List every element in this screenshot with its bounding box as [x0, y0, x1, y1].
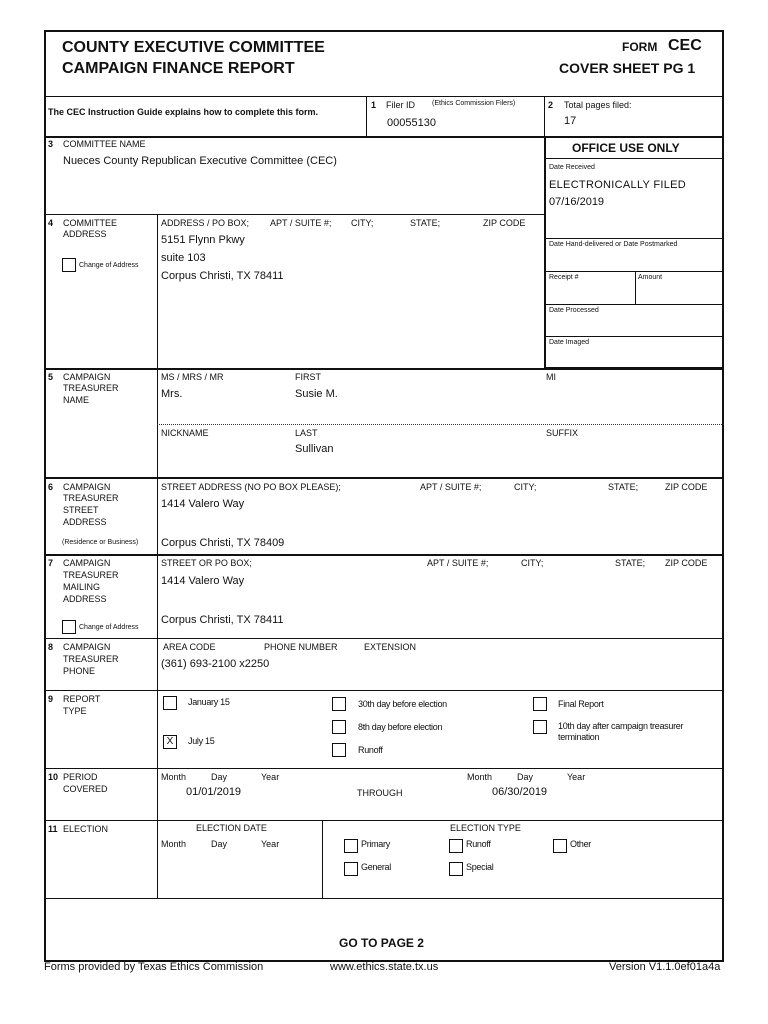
- form-title-line1: COUNTY EXECUTIVE COMMITTEE: [62, 39, 325, 56]
- through-label: THROUGH: [357, 788, 403, 798]
- street-col-apt: APT / SUITE #;: [420, 482, 482, 492]
- runoff-report-checkbox[interactable]: [332, 743, 346, 757]
- total-pages-value[interactable]: 17: [564, 115, 577, 127]
- period-from-day-label: Day: [211, 772, 228, 782]
- period-num: 10: [48, 772, 59, 782]
- mailing-col-city: CITY;: [521, 558, 544, 568]
- committee-address-num: 4: [48, 218, 54, 228]
- election-date-label: ELECTION DATE: [196, 823, 267, 833]
- col-state: STATE;: [410, 218, 441, 228]
- general-checkbox[interactable]: [344, 862, 358, 876]
- treasurer-street-line1[interactable]: 1414 Valero Way: [161, 498, 245, 510]
- treasurer-street-label4: ADDRESS: [63, 517, 107, 527]
- committee-address-label1: COMMITTEE: [63, 218, 117, 228]
- mailing-col-zip: ZIP CODE: [665, 558, 708, 568]
- col-city: CITY;: [351, 218, 374, 228]
- jul15-label: July 15: [188, 736, 215, 746]
- receipt-label: Receipt #: [549, 274, 579, 281]
- mi-label: MI: [546, 372, 556, 382]
- treasurer-street-num: 6: [48, 482, 54, 492]
- treasurer-mailing-label1: CAMPAIGN: [63, 558, 111, 568]
- treasurer-phone-label2: TREASURER: [63, 654, 119, 664]
- final-report-checkbox[interactable]: [533, 697, 547, 711]
- treasurer-phone-label3: PHONE: [63, 666, 96, 676]
- jul15-checkbox[interactable]: X: [163, 735, 177, 749]
- runoff-report-label: Runoff: [358, 745, 383, 755]
- runoff-election-checkbox[interactable]: [449, 839, 463, 853]
- period-from-date[interactable]: 01/01/2019: [186, 786, 242, 798]
- other-checkbox[interactable]: [553, 839, 567, 853]
- street-col-zip: ZIP CODE: [665, 482, 708, 492]
- office-use-title: OFFICE USE ONLY: [572, 141, 680, 155]
- jan15-label: January 15: [188, 697, 230, 707]
- phone-col-area: AREA CODE: [163, 642, 216, 652]
- jan15-checkbox[interactable]: [163, 696, 177, 710]
- total-pages-num: 2: [548, 100, 554, 110]
- filer-id-note: (Ethics Commission Filers): [432, 100, 516, 107]
- eighth-day-checkbox[interactable]: [332, 720, 346, 734]
- period-from-year-label: Year: [261, 772, 280, 782]
- filer-id-value[interactable]: 00055130: [387, 117, 436, 129]
- period-to-day-label: Day: [517, 772, 534, 782]
- form-label: FORM: [622, 40, 658, 54]
- treasurer-phone-value[interactable]: (361) 693-2100 x2250: [161, 658, 270, 670]
- committee-name-value[interactable]: Nueces County Republican Executive Committee (CEC): [63, 155, 337, 167]
- first-label: FIRST: [295, 372, 321, 382]
- period-label1: PERIOD: [63, 772, 98, 782]
- treasurer-name-label3: NAME: [63, 395, 90, 405]
- special-checkbox[interactable]: [449, 862, 463, 876]
- residence-note: (Residence or Business): [62, 539, 139, 546]
- filer-id-label: Filer ID: [386, 100, 415, 110]
- mailing-col-street: STREET OR PO BOX;: [161, 558, 252, 568]
- nickname-label: NICKNAME: [161, 428, 209, 438]
- col-apt: APT / SUITE #;: [270, 218, 332, 228]
- election-num: 11: [48, 824, 58, 834]
- treasurer-last[interactable]: Sullivan: [295, 443, 334, 455]
- committee-address-line1[interactable]: 5151 Flynn Pkwy: [161, 234, 245, 246]
- period-label2: COVERED: [63, 784, 108, 794]
- election-day-label: Day: [211, 839, 228, 849]
- final-report-label: Final Report: [558, 699, 604, 709]
- treasurer-mailing-line2[interactable]: Corpus Christi, TX 78411: [161, 614, 284, 626]
- treasurer-first[interactable]: Susie M.: [295, 388, 338, 400]
- primary-checkbox[interactable]: [344, 839, 358, 853]
- ms-label: MS / MRS / MR: [161, 372, 224, 382]
- treasurer-mailing-num: 7: [48, 558, 54, 568]
- processed-label: Date Processed: [549, 307, 599, 314]
- col-zip: ZIP CODE: [483, 218, 526, 228]
- last-label: LAST: [295, 428, 318, 438]
- report-type-num: 9: [48, 694, 54, 704]
- street-col-city: CITY;: [514, 482, 537, 492]
- treasurer-street-label2: TREASURER: [63, 493, 119, 503]
- col-address: ADDRESS / PO BOX;: [161, 218, 250, 228]
- treasurer-mailing-label2: TREASURER: [63, 570, 119, 580]
- runoff-election-label: Runoff: [466, 839, 491, 849]
- thirtieth-day-checkbox[interactable]: [332, 697, 346, 711]
- filer-id-num: 1: [371, 100, 377, 110]
- hand-delivered-label: Date Hand-delivered or Date Postmarked: [549, 241, 678, 248]
- imaged-label: Date Imaged: [549, 339, 590, 346]
- treasurer-phone-num: 8: [48, 642, 54, 652]
- mailing-col-apt: APT / SUITE #;: [427, 558, 489, 568]
- form-code: CEC: [668, 37, 702, 54]
- go-to-page-2: GO TO PAGE 2: [339, 936, 424, 950]
- instruction-text: The CEC Instruction Guide explains how to complete this form.: [48, 107, 319, 117]
- phone-col-number: PHONE NUMBER: [264, 642, 338, 652]
- general-label: General: [361, 862, 391, 872]
- street-col-state: STATE;: [608, 482, 639, 492]
- period-to-date[interactable]: 06/30/2019: [492, 786, 548, 798]
- total-pages-label: Total pages filed:: [564, 100, 632, 110]
- election-type-label: ELECTION TYPE: [450, 823, 521, 833]
- footer-version: Version V1.1.0ef01a4a: [609, 961, 721, 973]
- primary-label: Primary: [361, 839, 390, 849]
- mailing-change-address-checkbox[interactable]: [62, 620, 76, 634]
- report-type-label1: REPORT: [63, 694, 101, 704]
- phone-col-ext: EXTENSION: [364, 642, 417, 652]
- period-to-year-label: Year: [567, 772, 586, 782]
- amount-label: Amount: [638, 274, 663, 281]
- treasurer-mailing-label3: MAILING: [63, 582, 101, 592]
- suffix-label: SUFFIX: [546, 428, 579, 438]
- election-month-label: Month: [161, 839, 187, 849]
- committee-address-line3[interactable]: Corpus Christi, TX 78411: [161, 270, 284, 282]
- tenth-day-checkbox[interactable]: [533, 720, 547, 734]
- treasurer-street-label1: CAMPAIGN: [63, 482, 111, 492]
- treasurer-street-label3: STREET: [63, 505, 99, 515]
- filed-status: ELECTRONICALLY FILED: [549, 179, 687, 191]
- date-received-label: Date Received: [549, 164, 595, 171]
- footer-url[interactable]: www.ethics.state.tx.us: [330, 961, 439, 973]
- eighth-day-label: 8th day before election: [358, 722, 443, 732]
- election-label: ELECTION: [63, 824, 109, 834]
- mailing-col-state: STATE;: [615, 558, 646, 568]
- treasurer-street-line2[interactable]: Corpus Christi, TX 78409: [161, 537, 285, 549]
- filed-date: 07/16/2019: [549, 196, 605, 208]
- treasurer-name-label2: TREASURER: [63, 383, 119, 393]
- tenth-day-label-2: termination: [558, 732, 600, 742]
- committee-address-label2: ADDRESS: [63, 229, 107, 239]
- election-year-label: Year: [261, 839, 280, 849]
- treasurer-mailing-label4: ADDRESS: [63, 594, 107, 604]
- committee-address-line2[interactable]: suite 103: [161, 252, 206, 264]
- street-col-address: STREET ADDRESS (NO PO BOX PLEASE);: [161, 482, 341, 492]
- treasurer-phone-label1: CAMPAIGN: [63, 642, 111, 652]
- report-type-label2: TYPE: [63, 706, 87, 716]
- other-label: Other: [570, 839, 592, 849]
- committee-change-address-checkbox[interactable]: [62, 258, 76, 272]
- mailing-change-address-label: Change of Address: [79, 624, 139, 631]
- thirtieth-day-label: 30th day before election: [358, 699, 447, 709]
- committee-change-address-label: Change of Address: [79, 262, 139, 269]
- tenth-day-label: 10th day after campaign treasurer: [558, 721, 684, 731]
- committee-name-label: COMMITTEE NAME: [63, 139, 146, 149]
- treasurer-title[interactable]: Mrs.: [161, 388, 183, 400]
- form-title-line2: CAMPAIGN FINANCE REPORT: [62, 60, 295, 77]
- period-from-month-label: Month: [161, 772, 187, 782]
- footer-provider: Forms provided by Texas Ethics Commission: [44, 961, 264, 973]
- special-label: Special: [466, 862, 494, 872]
- committee-name-num: 3: [48, 139, 54, 149]
- treasurer-name-label1: CAMPAIGN: [63, 372, 111, 382]
- treasurer-name-num: 5: [48, 372, 54, 382]
- cover-sheet-label: COVER SHEET PG 1: [559, 60, 696, 76]
- period-to-month-label: Month: [467, 772, 493, 782]
- treasurer-mailing-line1[interactable]: 1414 Valero Way: [161, 575, 245, 587]
